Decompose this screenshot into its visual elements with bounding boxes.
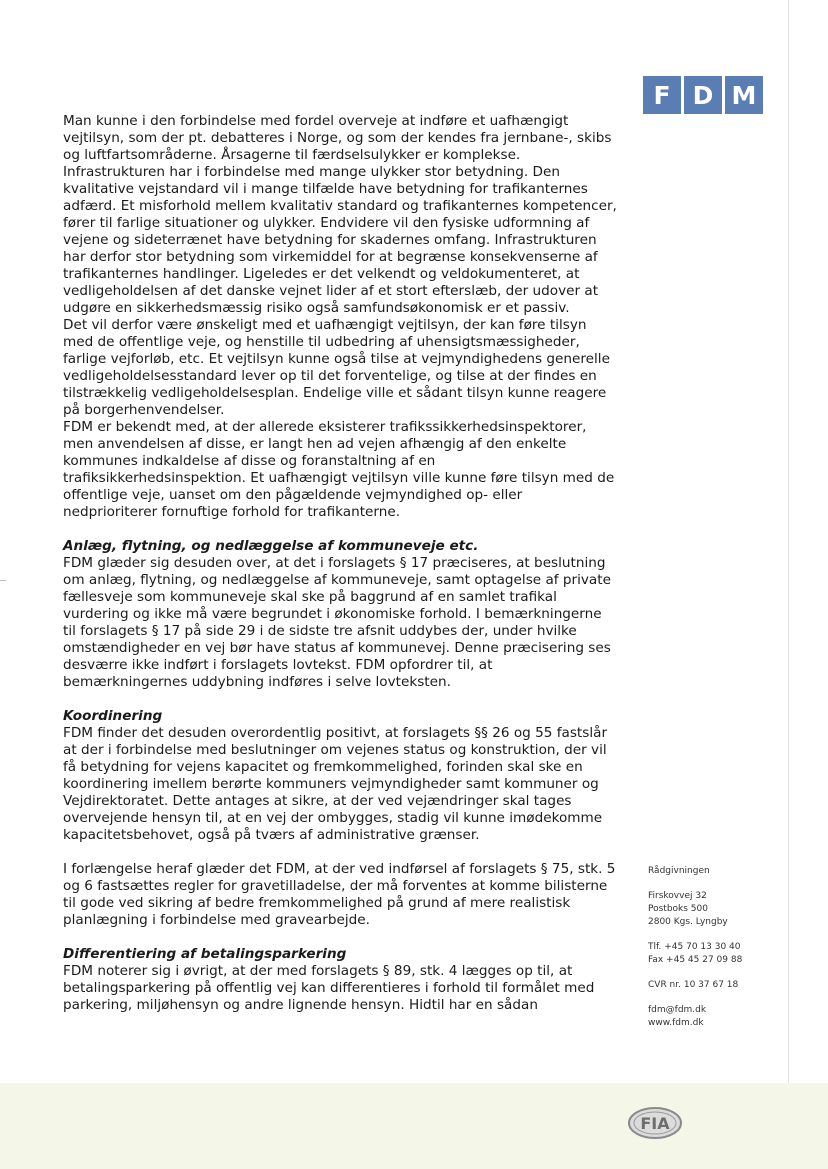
address-line: 2800 Kgs. Lyngby [648,917,728,927]
contact-sidebar [648,865,742,1030]
fdm-logo [643,76,763,114]
section-heading-differentiering: Differentiering af betalingsparkering [63,946,347,962]
paragraph: Det vil derfor være ønskeligt med et uafhængigt vejtilsyn, der kan føre tilsyn med de offentlige veje, og henstille til udbedring af uhensigtsmæssigheder, farlige vejforløb, etc. Et vejtilsyn kunne også tilse at vejmyndighedens generelle vedligeholdelsesstandard lever op til det forventelige, og tilse at der findes en tilstrækkelig vedligeholdelsesplan. Endelige ville et sådant tilsyn kunne reagere på borgerhenvendelser. [63,317,610,418]
paragraph: FDM glæder sig desuden over, at det i forslagets § 17 præciseres, at beslutning om anlæg, flytning, og nedlæggelse af kommuneveje, samt optagelse af private fællesveje som kommuneveje skal ske på baggrund af en samlet trafikal vurdering og ikke må være begrundet i økonomiske forhold. I bemærkningerne til forslagets § 17 på side 29 i de sidste tre afsnit uddybes der, under hvilke omstændigheder en vej bør have status af kommunevej. Denne præcisering ses desværre ikke indført i forslagets lovtekst. FDM opfordrer til, at bemærkningernes uddybning indføres i selve lovteksten. [63,555,611,690]
fold-mark [0,580,6,581]
paragraph: FDM finder det desuden overordentlig positivt, at forslagets §§ 26 og 55 fastslår at der i forbindelse med beslutninger om vejenes status og konstruktion, der vil få betydning for vejens kapacitet og fremkommelighed, forinden skal ske en koordinering imellem berørte kommuners vejmyndigheder samt kommuner og Vejdirektoratet. Dette antages at sikre, at der ved vejændringer skal tages overvejende hensyn til, at en vej der ombygges, stadig vil kunne imødekomme kapacitetsbehovet, også på tværs af administrative grænser. [63,725,608,843]
paragraph: I forlængelse heraf glæder det FDM, at der ved indførsel af forslagets § 75, stk. 5 og 6 fastsættes regler for gravetilladelse, der må forventes at komme bilisterne til gode ved sikring af bedre fremkommelighed på grund af mere realistisk planlægning i forbindelse med gravearbejde. [63,861,616,928]
fia-logo-text: FIA [640,1114,670,1133]
footer-band [0,1083,828,1169]
email-link[interactable]: fdm@fdm.dk [648,1005,707,1015]
address-line: Postboks 500 [648,904,708,914]
logo-letter-f: F [643,76,681,114]
phone-number: Tlf. +45 70 13 30 40 [648,942,741,952]
section-heading-koordinering: Koordinering [63,708,163,724]
section-heading-anlaeg: Anlæg, flytning, og nedlæggelse af kommuneveje etc. [63,538,479,554]
margin-rule [788,0,789,1169]
paragraph: Man kunne i den forbindelse med fordel overveje at indføre et uafhængigt vejtilsyn, som der pt. debatteres i Norge, og som der kendes fra jernbane-, skibs og luftfartsområderne. Årsagerne til færdselsulykker er komplekse. Infrastrukturen har i forbindelse med mange ulykker stor betydning. Den kvalitative vejstandard vil i mange tilfælde have betydning for trafikanternes adfærd. Et misforhold mellem kvalitativ standard og trafikanternes kompetencer, fører til farlige situationer og ulykker. Endvidere vil den fysiske udformning af vejene og sideterrænet have betydning for skadernes omfang. Infrastrukturen har derfor stor betydning som virkemiddel for at begrænse konsekvenserne af trafikanternes handlinger. Ligeledes er det velkendt og veldokumenteret, at vedligeholdelsen af det danske vejnet lider af et stort efterslæb, der udover at udgøre en sikkerhedsmæssig risiko også samfundsøkonomisk er et passiv. [63,113,617,316]
logo-letter-d: D [684,76,722,114]
fax-number: Fax +45 45 27 09 88 [648,955,743,965]
paragraph: FDM er bekendt med, at der allerede eksisterer trafikssikkerhedsinspektorer, men anvendelsen af disse, er langt hen ad vejen afhængig af den enkelte kommunes indkaldelse af disse og foranstaltning af en trafiksikkerhedsinspektion. Et uafhængigt vejtilsyn ville kunne føre tilsyn med de offentlige veje, uanset om den pågældende vejmyndighed op- eller nedprioriterer fornuftige forhold for trafikanterne. [63,419,615,520]
logo-letter-m: M [725,76,763,114]
cvr-number: CVR nr. 10 37 67 18 [648,980,739,990]
paragraph: FDM noterer sig i øvrigt, at der med forslagets § 89, stk. 4 lægges op til, at betalingsparkering på offentlig vej kan differentieres i forhold til formålet med parkering, miljøhensyn og andre lignende hensyn. Hidtil har en sådan [63,963,595,1013]
department-label: Rådgivningen [648,866,710,876]
fia-logo-icon [627,1106,683,1140]
website-link[interactable]: www.fdm.dk [648,1018,704,1028]
address-line: Firskovvej 32 [648,891,707,901]
letter-body [63,113,618,1014]
